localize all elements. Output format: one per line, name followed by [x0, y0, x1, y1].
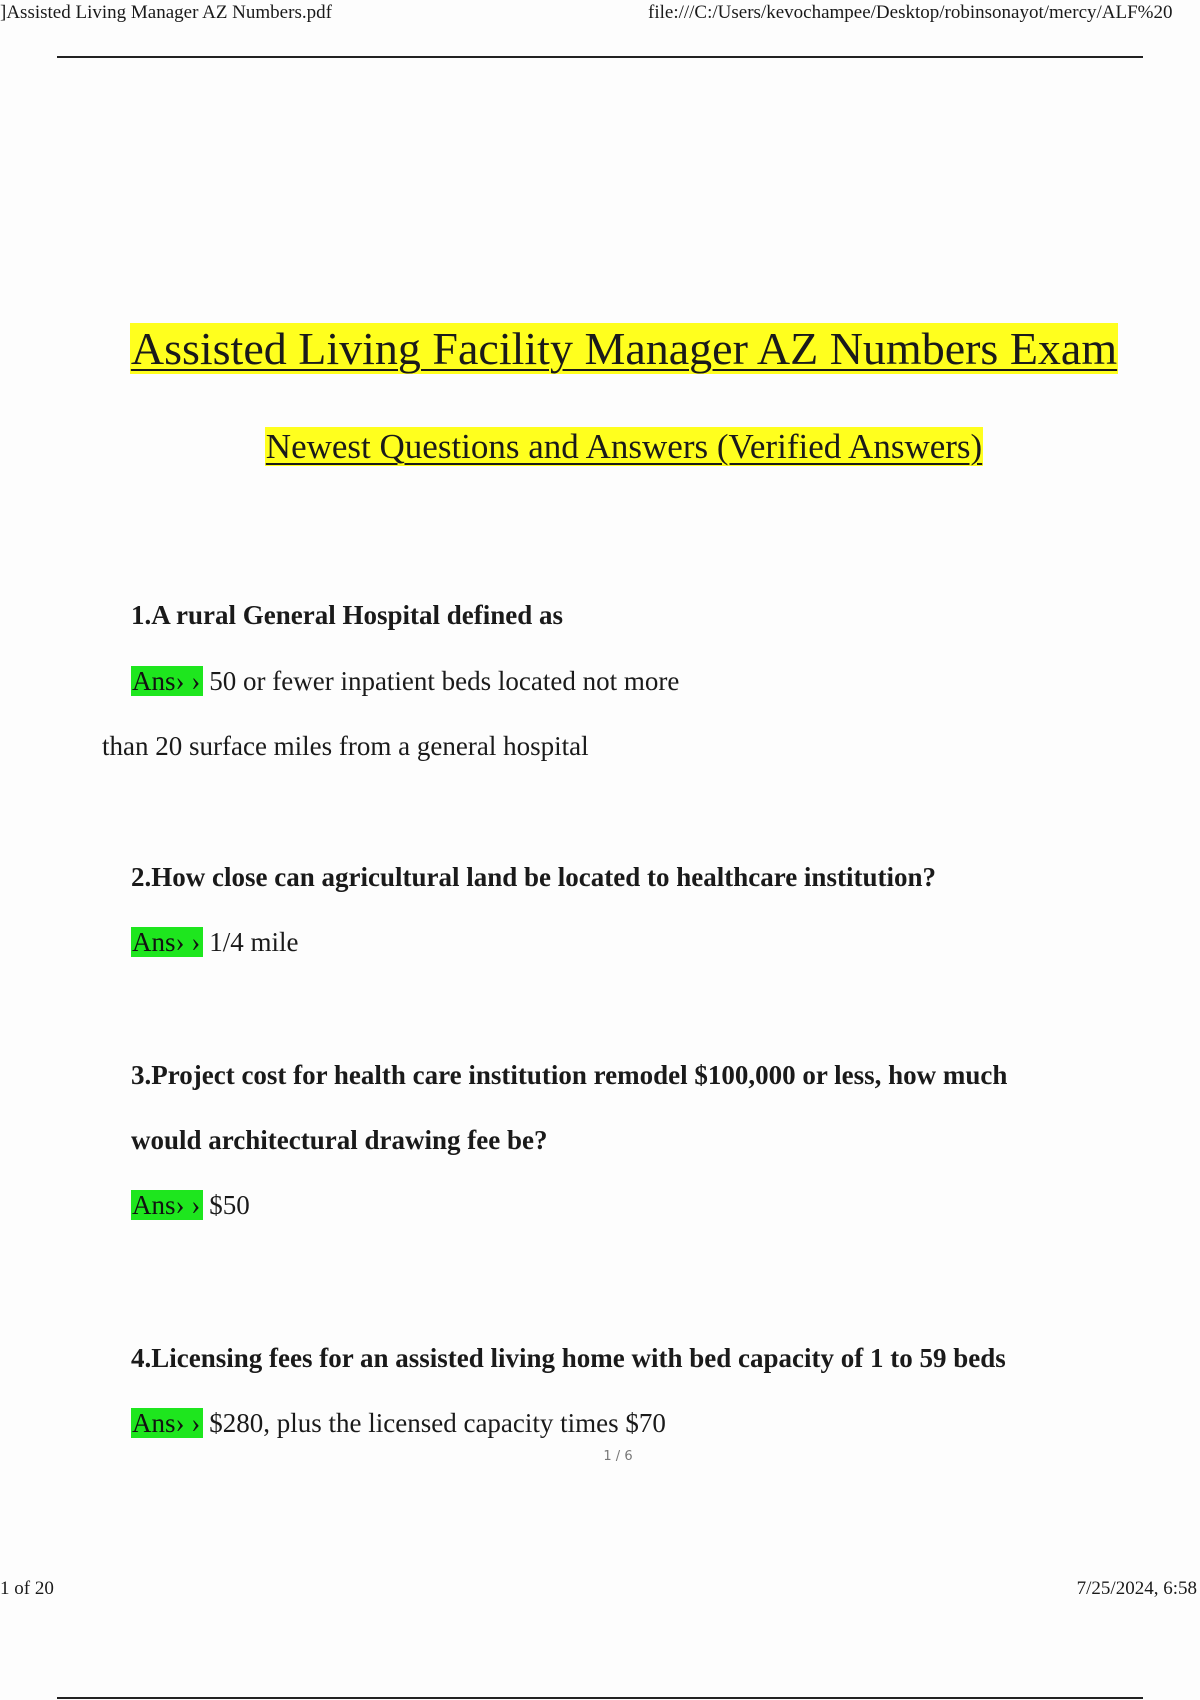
- document-subtitle: Newest Questions and Answers (Verified Answers): [265, 427, 983, 466]
- file-url: file:///C:/Users/kevochampee/Desktop/robinsonayot/mercy/ALF%20: [648, 2, 1173, 23]
- document-filename: ]Assisted Living Manager AZ Numbers.pdf: [0, 2, 332, 23]
- document-title: Assisted Living Facility Manager AZ Numbers Exam: [130, 323, 1118, 374]
- answer-3: Ans› › $50: [132, 1190, 250, 1220]
- question-4: 4.Licensing fees for an assisted living home with bed capacity of 1 to 59 beds: [131, 1343, 1006, 1373]
- answer-tag: Ans› ›: [131, 1408, 203, 1438]
- page-counter: 1 of 20: [0, 1578, 54, 1599]
- answer-tag: Ans› ›: [131, 927, 203, 957]
- question-3: 3.Project cost for health care institution remodel $100,000 or less, how much: [131, 1060, 1008, 1090]
- question-2: 2.How close can agricultural land be located to healthcare institution?: [131, 862, 936, 892]
- answer-1: Ans› › 50 or fewer inpatient beds located not more: [132, 666, 680, 696]
- answer-tag: Ans› ›: [131, 666, 203, 696]
- answer-tag: Ans› ›: [131, 1190, 203, 1220]
- print-timestamp: 7/25/2024, 6:58: [1076, 1578, 1197, 1599]
- header-rule: [57, 56, 1143, 58]
- answer-2: Ans› › 1/4 mile: [132, 927, 299, 957]
- inner-page-number: 1 / 6: [603, 1449, 633, 1464]
- footer-rule: [57, 1697, 1143, 1699]
- answer-1-continued: than 20 surface miles from a general hospital: [102, 731, 589, 761]
- question-1: 1.A rural General Hospital defined as: [131, 600, 563, 630]
- answer-4: Ans› › $280, plus the licensed capacity times $70: [132, 1408, 666, 1438]
- question-3-continued: would architectural drawing fee be?: [131, 1125, 548, 1155]
